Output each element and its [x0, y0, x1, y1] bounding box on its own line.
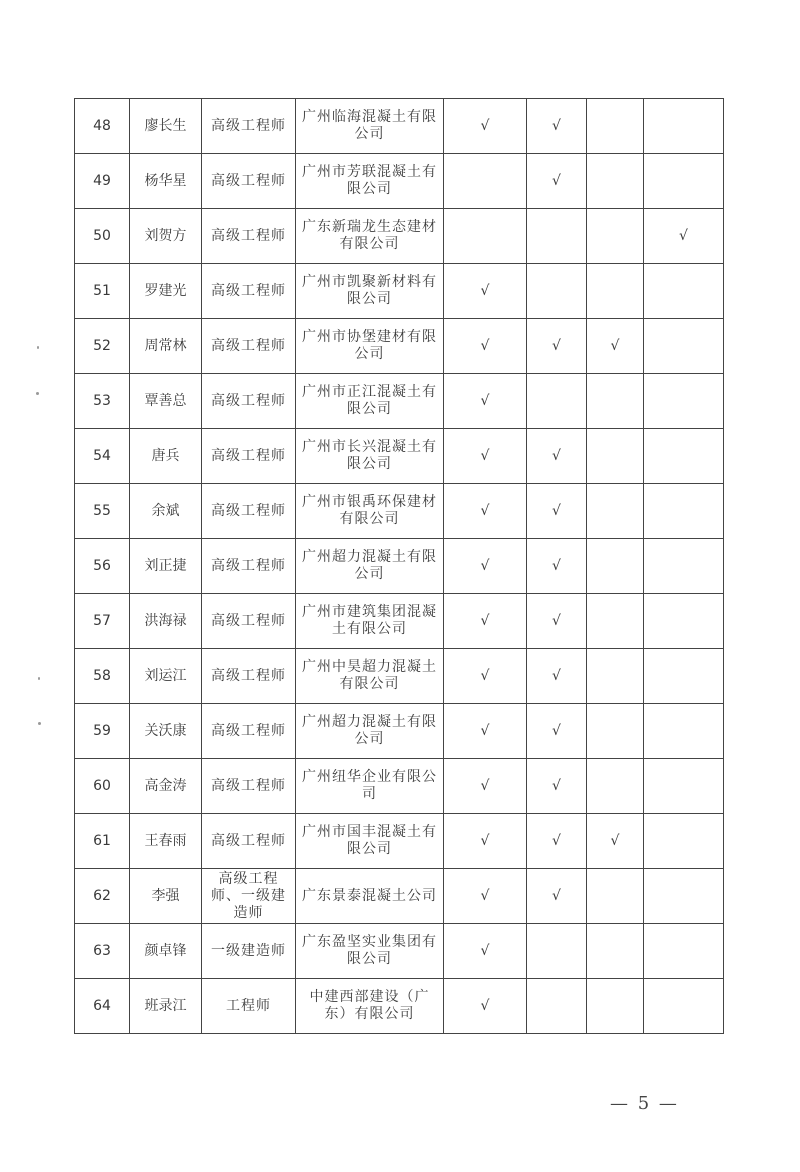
- member-name: 班录江: [130, 979, 202, 1034]
- row-number: 62: [75, 869, 130, 924]
- check-cell: [587, 264, 644, 319]
- member-title: 高级工程师: [202, 594, 296, 649]
- check-cell: [587, 429, 644, 484]
- check-cell: [587, 374, 644, 429]
- check-cell: [587, 539, 644, 594]
- check-cell: [644, 99, 724, 154]
- member-name: 廖长生: [130, 99, 202, 154]
- row-number: 50: [75, 209, 130, 264]
- table-row: [75, 979, 724, 1034]
- check-cell: √: [444, 979, 527, 1034]
- check-cell: √: [527, 539, 587, 594]
- member-name: 刘运江: [130, 649, 202, 704]
- member-title: 一级建造师: [202, 924, 296, 979]
- check-cell: [644, 319, 724, 374]
- check-cell: √: [444, 869, 527, 924]
- check-cell: [587, 759, 644, 814]
- check-cell: [644, 374, 724, 429]
- table-row: [75, 264, 724, 319]
- table-row: [75, 374, 724, 429]
- row-number: 64: [75, 979, 130, 1034]
- row-number: 48: [75, 99, 130, 154]
- member-title: 高级工程师: [202, 264, 296, 319]
- row-number: 63: [75, 924, 130, 979]
- member-company: 中建西部建设（广东）有限公司: [296, 979, 444, 1034]
- check-cell: √: [527, 759, 587, 814]
- scan-speck: [38, 722, 41, 725]
- row-number: 59: [75, 704, 130, 759]
- member-title: 高级工程师: [202, 484, 296, 539]
- member-name: 洪海禄: [130, 594, 202, 649]
- member-title: 高级工程师: [202, 154, 296, 209]
- member-name: 王春雨: [130, 814, 202, 869]
- check-cell: [644, 869, 724, 924]
- member-title: 高级工程师、一级建造师: [202, 869, 296, 924]
- check-cell: √: [527, 649, 587, 704]
- check-cell: [587, 924, 644, 979]
- member-company: 广州市芳联混凝土有限公司: [296, 154, 444, 209]
- member-name: 高金涛: [130, 759, 202, 814]
- table-row: [75, 99, 724, 154]
- table-row: [75, 484, 724, 539]
- check-cell: √: [444, 594, 527, 649]
- member-company: 广州市银禹环保建材有限公司: [296, 484, 444, 539]
- member-title: 高级工程师: [202, 319, 296, 374]
- check-cell: √: [444, 264, 527, 319]
- member-company: 广州纽华企业有限公司: [296, 759, 444, 814]
- check-cell: √: [527, 154, 587, 209]
- check-cell: [527, 374, 587, 429]
- check-cell: [587, 869, 644, 924]
- member-company: 广州市建筑集团混凝土有限公司: [296, 594, 444, 649]
- member-name: 杨华星: [130, 154, 202, 209]
- member-title: 工程师: [202, 979, 296, 1034]
- check-cell: [644, 704, 724, 759]
- row-number: 55: [75, 484, 130, 539]
- member-title: 高级工程师: [202, 209, 296, 264]
- scan-speck: [38, 677, 40, 680]
- member-name: 余斌: [130, 484, 202, 539]
- member-name: 罗建光: [130, 264, 202, 319]
- check-cell: √: [444, 924, 527, 979]
- member-company: 广州市协堡建材有限公司: [296, 319, 444, 374]
- member-title: 高级工程师: [202, 429, 296, 484]
- check-cell: [644, 979, 724, 1034]
- check-cell: [644, 594, 724, 649]
- table-row: [75, 704, 724, 759]
- member-title: 高级工程师: [202, 704, 296, 759]
- check-cell: [644, 649, 724, 704]
- check-cell: [644, 814, 724, 869]
- check-cell: √: [527, 319, 587, 374]
- table-row: [75, 594, 724, 649]
- check-cell: [644, 429, 724, 484]
- row-number: 53: [75, 374, 130, 429]
- check-cell: √: [444, 649, 527, 704]
- check-cell: √: [527, 484, 587, 539]
- check-cell: √: [444, 484, 527, 539]
- check-cell: [587, 99, 644, 154]
- check-cell: [587, 154, 644, 209]
- check-cell: √: [444, 99, 527, 154]
- member-company: 广州临海混凝土有限公司: [296, 99, 444, 154]
- member-title: 高级工程师: [202, 814, 296, 869]
- member-company: 广州市国丰混凝土有限公司: [296, 814, 444, 869]
- check-cell: √: [444, 704, 527, 759]
- check-cell: √: [644, 209, 724, 264]
- row-number: 51: [75, 264, 130, 319]
- check-cell: [644, 759, 724, 814]
- check-cell: [527, 979, 587, 1034]
- row-number: 49: [75, 154, 130, 209]
- check-cell: [587, 209, 644, 264]
- table-row: [75, 814, 724, 869]
- check-cell: √: [527, 869, 587, 924]
- member-company: 广州中昊超力混凝土有限公司: [296, 649, 444, 704]
- page-number: — 5 —: [610, 1093, 679, 1114]
- table-row: [75, 649, 724, 704]
- check-cell: [444, 154, 527, 209]
- member-name: 唐兵: [130, 429, 202, 484]
- check-cell: [644, 924, 724, 979]
- table-row: [75, 154, 724, 209]
- row-number: 52: [75, 319, 130, 374]
- scan-speck: [36, 392, 39, 395]
- check-cell: [644, 264, 724, 319]
- row-number: 57: [75, 594, 130, 649]
- check-cell: [444, 209, 527, 264]
- table-row: [75, 209, 724, 264]
- member-title: 高级工程师: [202, 374, 296, 429]
- table-row: [75, 319, 724, 374]
- member-company: 广州市正江混凝土有限公司: [296, 374, 444, 429]
- table-row: [75, 429, 724, 484]
- member-name: 关沃康: [130, 704, 202, 759]
- member-company: 广州市凯聚新材料有限公司: [296, 264, 444, 319]
- member-table: [74, 98, 724, 1034]
- check-cell: [587, 649, 644, 704]
- member-title: 高级工程师: [202, 759, 296, 814]
- check-cell: √: [587, 319, 644, 374]
- check-cell: √: [444, 539, 527, 594]
- table-row: [75, 924, 724, 979]
- check-cell: √: [587, 814, 644, 869]
- check-cell: [644, 484, 724, 539]
- member-name: 李强: [130, 869, 202, 924]
- row-number: 56: [75, 539, 130, 594]
- check-cell: √: [444, 319, 527, 374]
- table-row: [75, 539, 724, 594]
- member-name: 周常林: [130, 319, 202, 374]
- member-name: 刘正捷: [130, 539, 202, 594]
- row-number: 54: [75, 429, 130, 484]
- check-cell: √: [527, 594, 587, 649]
- member-company: 广州市长兴混凝土有限公司: [296, 429, 444, 484]
- check-cell: √: [527, 99, 587, 154]
- check-cell: √: [444, 759, 527, 814]
- member-title: 高级工程师: [202, 99, 296, 154]
- check-cell: √: [527, 814, 587, 869]
- check-cell: [527, 264, 587, 319]
- row-number: 60: [75, 759, 130, 814]
- member-company: 广东景泰混凝土公司: [296, 869, 444, 924]
- member-company: 广州超力混凝土有限公司: [296, 704, 444, 759]
- member-name: 刘贺方: [130, 209, 202, 264]
- check-cell: [527, 209, 587, 264]
- row-number: 61: [75, 814, 130, 869]
- member-name: 颜卓锋: [130, 924, 202, 979]
- check-cell: [644, 154, 724, 209]
- member-company: 广州超力混凝土有限公司: [296, 539, 444, 594]
- check-cell: [587, 704, 644, 759]
- table-row: [75, 869, 724, 924]
- check-cell: √: [444, 374, 527, 429]
- check-cell: [527, 924, 587, 979]
- table-row: [75, 759, 724, 814]
- table-body: [75, 99, 724, 1034]
- member-company: 广东新瑞龙生态建材有限公司: [296, 209, 444, 264]
- member-company: 广东盈坚实业集团有限公司: [296, 924, 444, 979]
- check-cell: [644, 539, 724, 594]
- check-cell: √: [444, 429, 527, 484]
- check-cell: [587, 484, 644, 539]
- check-cell: [587, 594, 644, 649]
- check-cell: √: [444, 814, 527, 869]
- member-title: 高级工程师: [202, 649, 296, 704]
- scan-speck: [37, 346, 39, 349]
- member-name: 覃善总: [130, 374, 202, 429]
- check-cell: √: [527, 429, 587, 484]
- member-title: 高级工程师: [202, 539, 296, 594]
- check-cell: √: [527, 704, 587, 759]
- check-cell: [587, 979, 644, 1034]
- row-number: 58: [75, 649, 130, 704]
